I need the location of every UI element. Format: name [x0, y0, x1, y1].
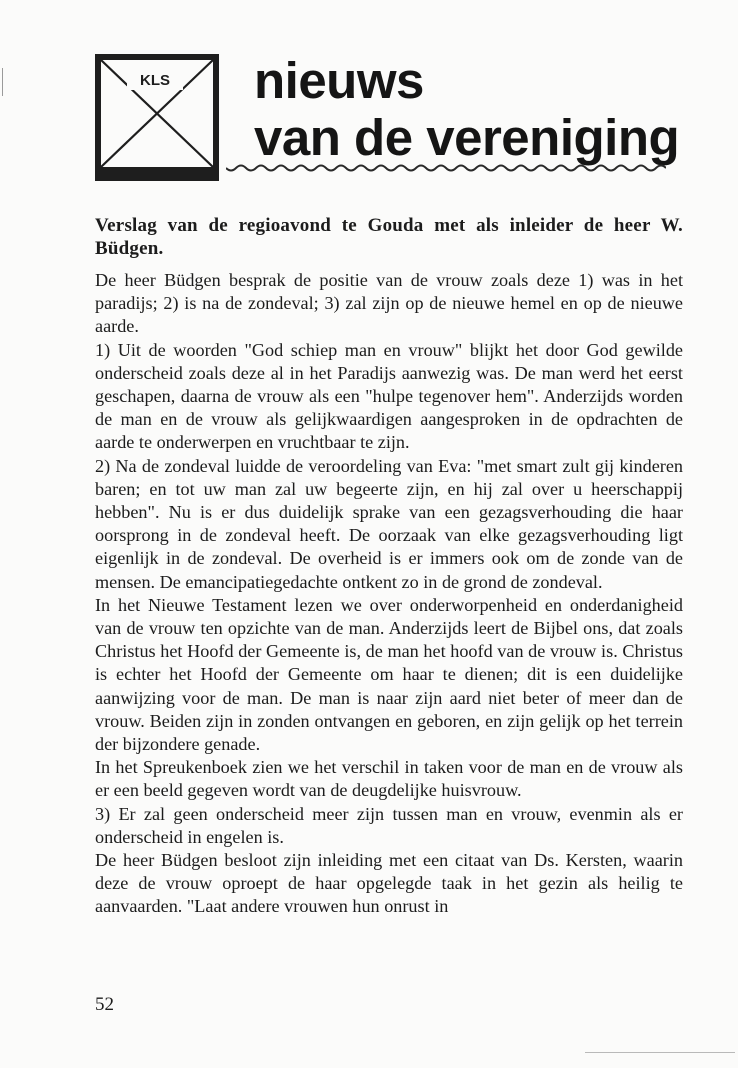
- heading-line-2: van de vereniging: [254, 109, 680, 166]
- decorative-wavy-underline: [226, 164, 666, 176]
- heading-line-1: nieuws: [254, 52, 424, 109]
- logo-text: KLS: [140, 72, 170, 89]
- envelope-icon: [95, 54, 219, 181]
- section-heading: [254, 52, 679, 166]
- page-number: 52: [95, 994, 114, 1015]
- article: [95, 214, 683, 919]
- article-paragraph: In het Nieuwe Testament lezen we over onderworpenheid en onderdanigheid van de vrouw ten opzichte van de man. Anderzijds leert de Bijbel ons, dat zoals Christus het Hoofd der Gemeente is, de man het hoofd van de vrouw is. Christus is echter het Hoofd der Gemeente om haar te dienen; dit is een duidelijke aanwijzing voor de man. De man is naar zijn aard niet beter of meer dan de vrouw. Beiden zijn in zonden ontvangen en geboren, en zijn gelijk op het terrein der bijzondere genade.: [95, 594, 683, 755]
- article-paragraph: De heer Büdgen besprak de positie van de vrouw zoals deze 1) was in het paradijs; 2) is na de zondeval; 3) zal zijn op de nieuwe hemel en op de nieuwe aarde.: [95, 270, 683, 337]
- bottom-rule: [585, 1052, 735, 1053]
- article-paragraph: In het Spreukenboek zien we het verschil in taken voor de man en de vrouw als er een beeld gegeven wordt van de deugdelijke huisvrouw.: [95, 757, 683, 801]
- article-paragraph: De heer Büdgen besloot zijn inleiding met een citaat van Ds. Kersten, waarin deze de vrouw oproept de haar opgelegde taak in het gezin als heilig te aanvaarden. "Laat andere vrouwen hun onrust in: [95, 850, 683, 917]
- article-title: Verslag van de regioavond te Gouda met als inleider de heer W. Büdgen.: [95, 215, 683, 259]
- kls-logo: [95, 54, 219, 181]
- article-paragraph: 1) Uit de woorden "God schiep man en vrouw" blijkt het door God gewilde onderscheid zoals deze al in het Paradijs aanwezig was. De man werd het eerst geschapen, daarna de vrouw als een "hulpe tegenover hem". Anderzijds worden de man en de vrouw als gelijkwaardigen aangesproken in de opdrachten de aarde te onderwerpen en vruchtbaar te zijn.: [95, 339, 683, 453]
- article-paragraph: 3) Er zal geen onderscheid meer zijn tussen man en vrouw, evenmin als er onderscheid in engelen is.: [95, 803, 683, 847]
- article-paragraph: 2) Na de zondeval luidde de veroordeling van Eva: "met smart zult gij kinderen baren; en tot uw man zal uw begeerte zijn, en hij zal over u heerschappij hebben". Nu is er dus duidelijk sprake van een gezagsverhouding die haar oorsprong in de zondeval heeft. De oorzaak van elke gezagsverhouding ligt eigenlijk in de zondeval. De overheid is er immers ook om de zonde van de mensen. De emancipatiegedachte ontkent zo in de grond de zondeval.: [95, 455, 683, 592]
- scan-edge-mark: [2, 68, 3, 96]
